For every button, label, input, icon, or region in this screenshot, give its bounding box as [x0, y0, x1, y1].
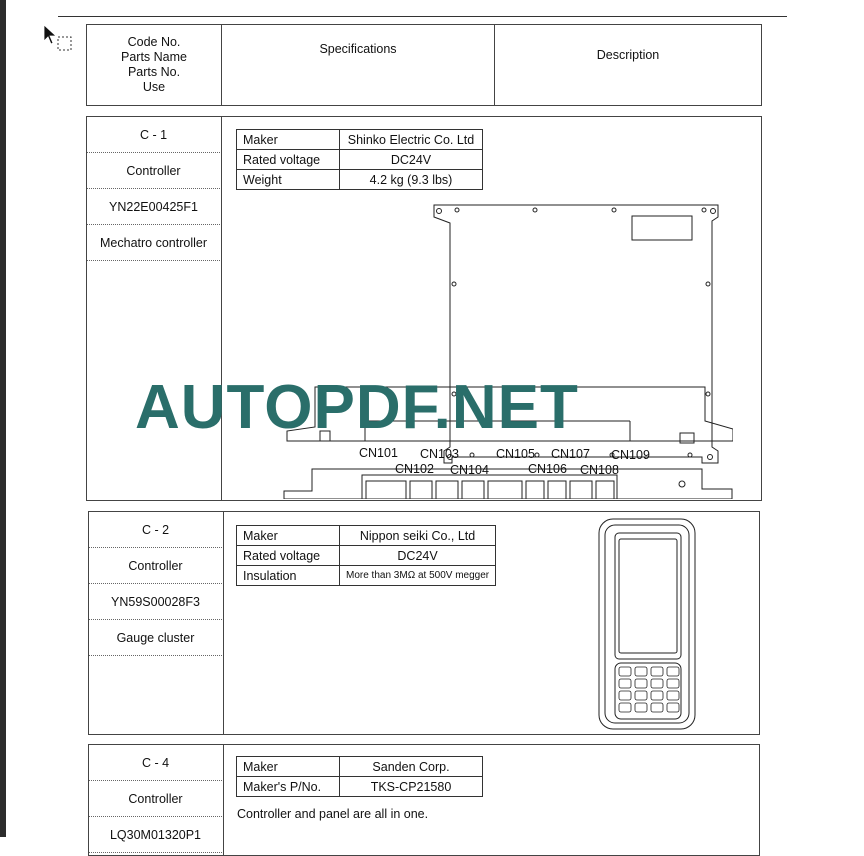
section-c4 — [88, 744, 760, 856]
c2-left-column — [89, 512, 222, 656]
cn105-label: CN105 — [496, 447, 535, 461]
watermark: AUTOPDF.NET — [135, 373, 579, 442]
gauge-cluster-drawing — [597, 517, 697, 731]
cn101-label: CN101 — [359, 446, 398, 460]
table-row: Maker's P/No. TKS-CP21580 — [237, 777, 483, 797]
mouse-cursor-icon — [42, 24, 76, 54]
table-row: Maker Sanden Corp. — [237, 757, 483, 777]
section-c1 — [86, 116, 762, 501]
c4-part-no: LQ30M01320P1 — [89, 817, 222, 853]
section-c2 — [88, 511, 760, 735]
c1-name: Controller — [87, 153, 220, 189]
cn106-label: CN106 — [528, 462, 567, 476]
table-row: Insulation More than 3MΩ at 500V megger — [237, 566, 496, 586]
top-rule — [58, 16, 787, 17]
c2-use: Gauge cluster — [89, 620, 222, 656]
header-table — [86, 24, 762, 106]
c1-use: Mechatro controller — [87, 225, 220, 261]
c4-code: C - 4 — [89, 745, 222, 781]
c1-spec-table — [236, 129, 483, 190]
cn108-label: CN108 — [580, 463, 619, 477]
table-row: Rated voltage DC24V — [237, 546, 496, 566]
cn109-label: CN109 — [611, 448, 650, 462]
cn107-label: CN107 — [551, 447, 590, 461]
header-specifications: Specifications — [319, 42, 397, 56]
header-description: Description — [596, 48, 660, 62]
c4-spec-table — [236, 756, 483, 797]
c1-part-no: YN22E00425F1 — [87, 189, 220, 225]
table-row: Maker Shinko Electric Co. Ltd — [237, 130, 483, 150]
header-parts-name: Parts Name — [121, 50, 187, 64]
header-use: Use — [142, 80, 166, 94]
left-edge-bar — [0, 0, 6, 837]
table-row: Maker Nippon seiki Co., Ltd — [237, 526, 496, 546]
cn102-label: CN102 — [395, 462, 434, 476]
c4-note: Controller and panel are all in one. — [237, 807, 429, 821]
c2-code: C - 2 — [89, 512, 222, 548]
c1-left-column — [87, 117, 220, 261]
header-code-no: Code No. — [127, 35, 181, 49]
c2-name: Controller — [89, 548, 222, 584]
table-row: Rated voltage DC24V — [237, 150, 483, 170]
header-code-cell — [87, 25, 221, 105]
table-row: Weight 4.2 kg (9.3 lbs) — [237, 170, 483, 190]
c1-code: C - 1 — [87, 117, 220, 153]
c4-name: Controller — [89, 781, 222, 817]
cn103-label: CN103 — [420, 447, 459, 461]
c2-part-no: YN59S00028F3 — [89, 584, 222, 620]
cn104-label: CN104 — [450, 463, 489, 477]
c2-spec-table — [236, 525, 496, 586]
header-parts-no: Parts No. — [127, 65, 181, 79]
